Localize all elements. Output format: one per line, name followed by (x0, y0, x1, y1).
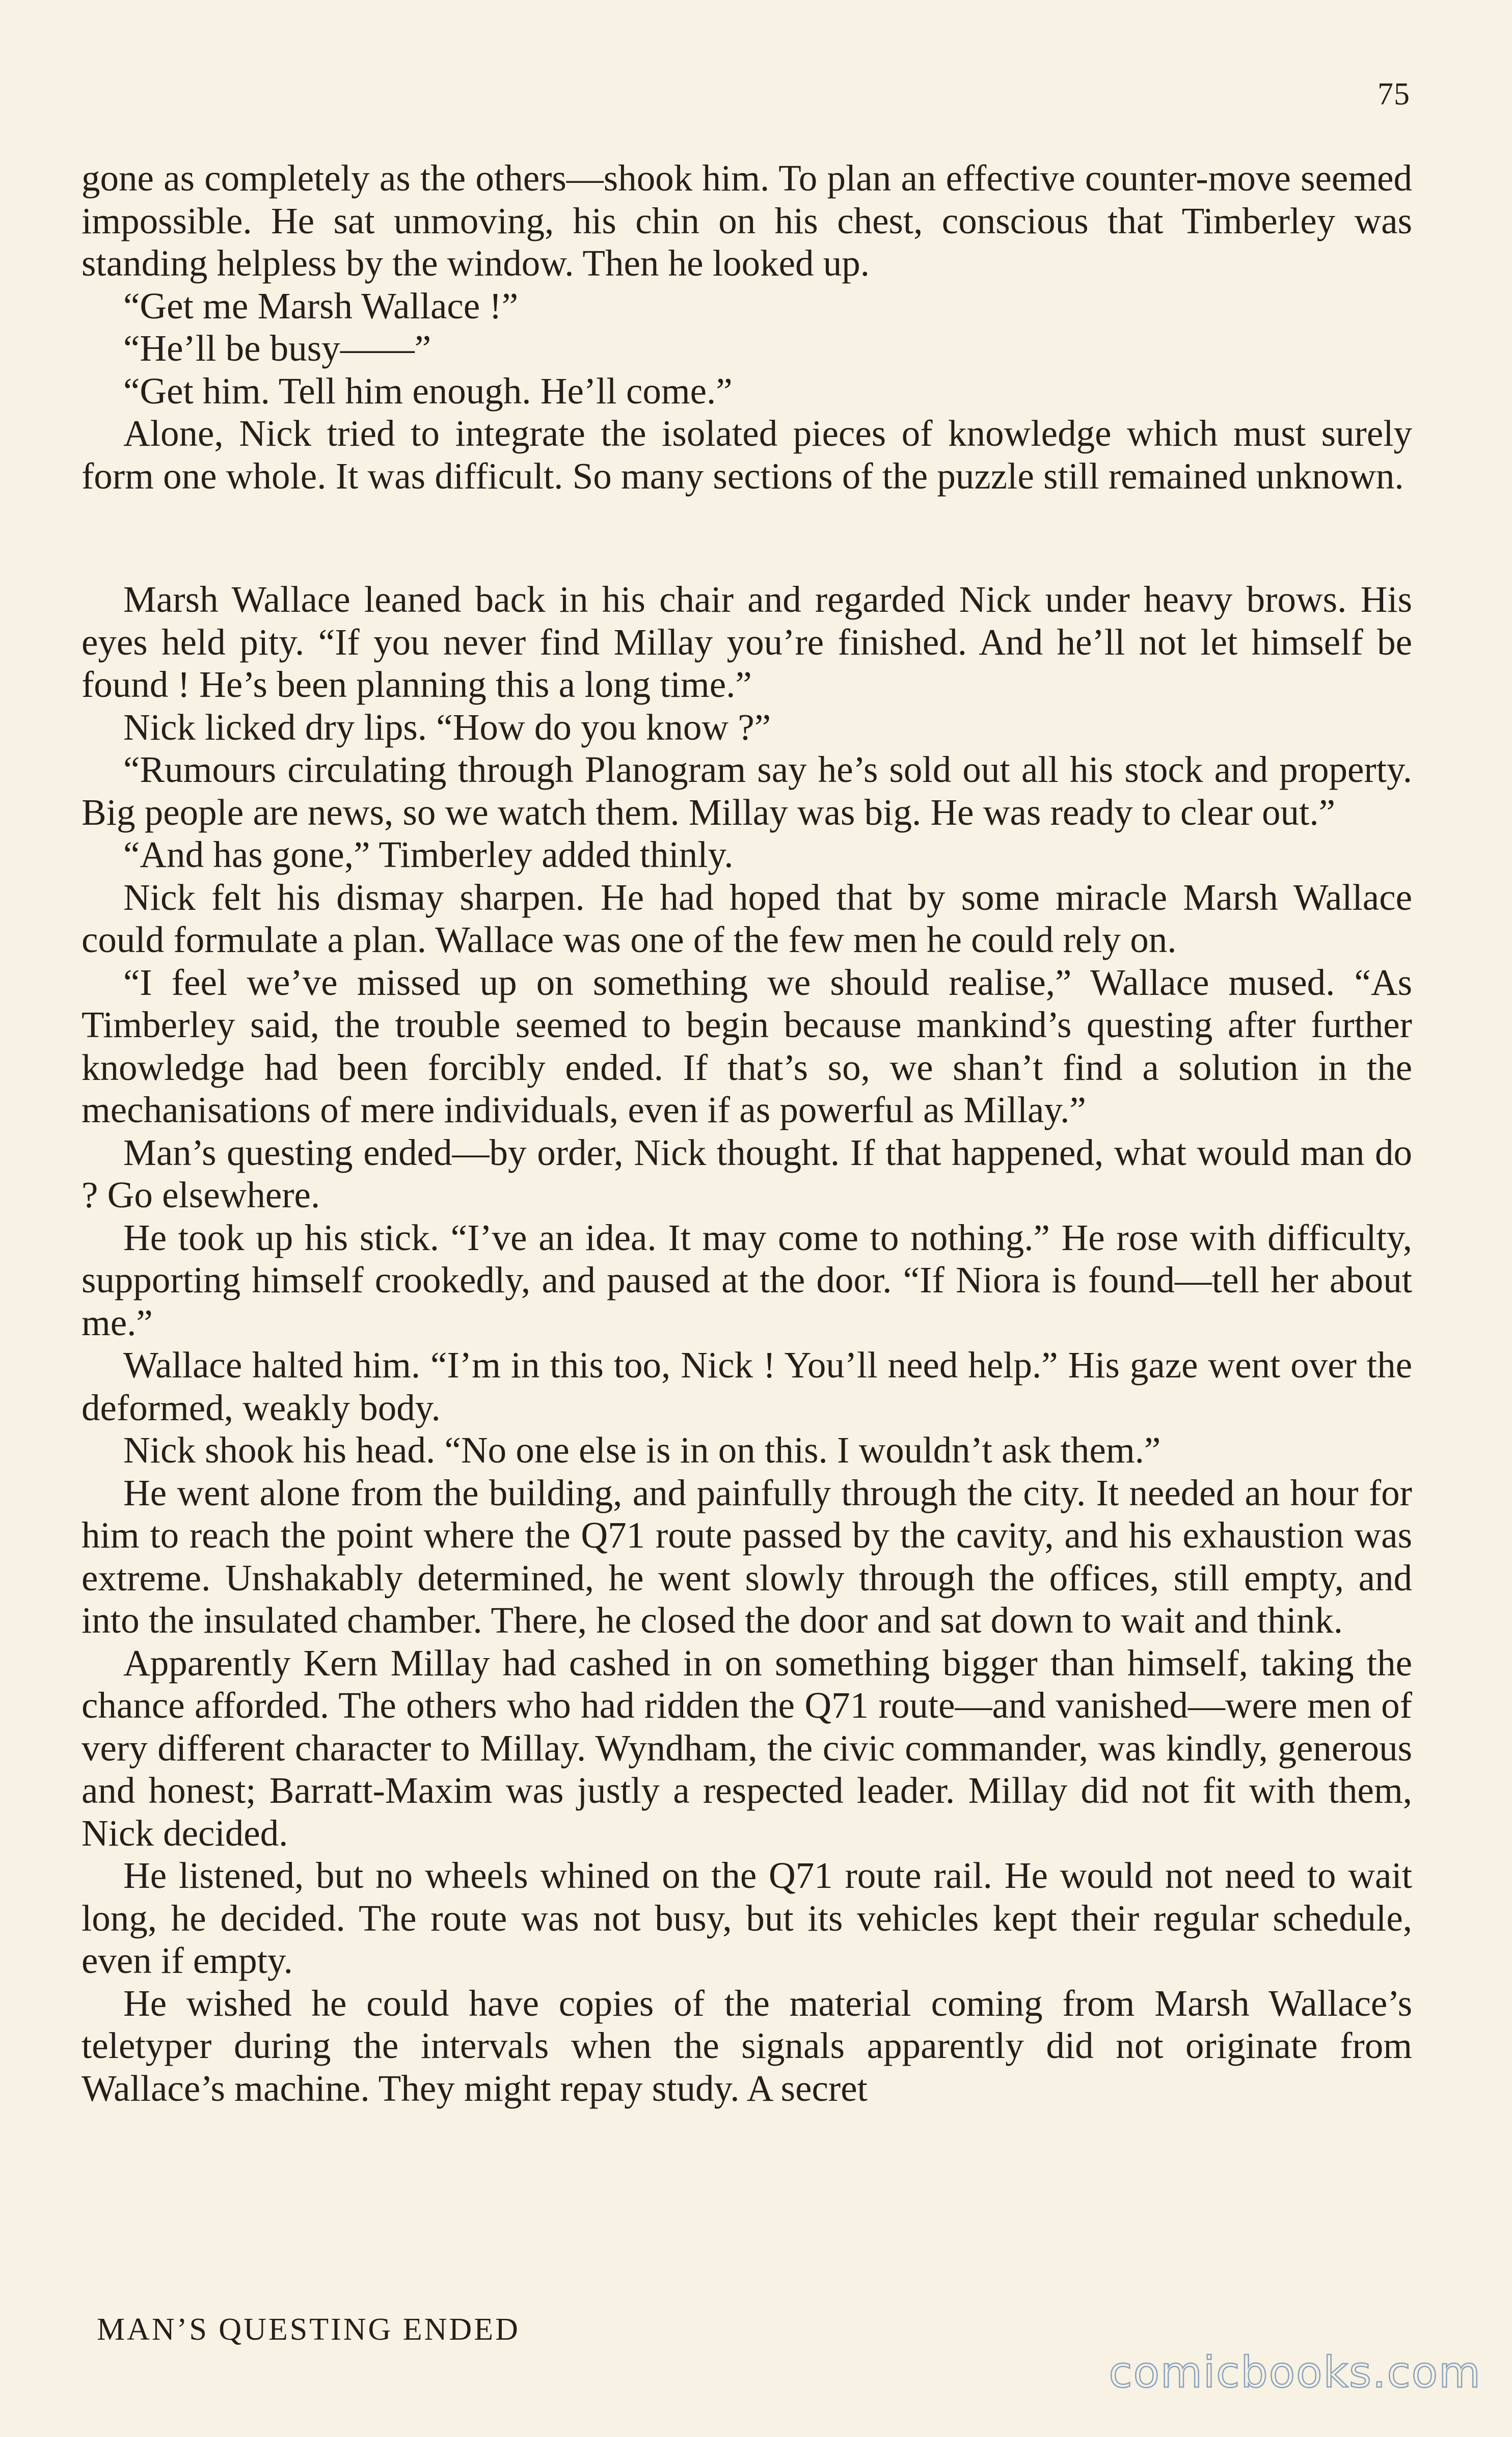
paragraph: “Get him. Tell him enough. He’ll come.” (123, 370, 733, 412)
watermark-text: comicbooks.com (1109, 2347, 1481, 2397)
text-block-main (82, 578, 1412, 2109)
paragraph: “He’ll be busy——” (123, 328, 431, 369)
paragraph: Nick felt his dismay sharpen. He had hoped that by some miracle Marsh Wallace could formulate a plan. Wallace was one of the few men he could rely on. (82, 876, 1412, 960)
paragraph: Marsh Wallace leaned back in his chair and regarded Nick under heavy brows. His eyes held pity. “If you never find Millay you’re finished. And he’ll not let himself be found ! He’s been planning this a long time.” (82, 579, 1412, 705)
paragraph: He took up his stick. “I’ve an idea. It may come to nothing.” He rose with difficulty, supporting himself crookedly, and paused at the door. “If Niora is found—tell her about me.” (82, 1216, 1412, 1343)
paragraph: He went alone from the building, and painfully through the city. It needed an hour for him to reach the point where the Q71 route passed by the cavity, and his exhaustion was extreme. Unshakably determined, he went slowly through the offices, still empty, and into the insulated chamber. There, he closed the door and sat down to wait and think. (82, 1472, 1412, 1641)
text-block-opening (82, 157, 1412, 497)
paragraph: “Rumours circulating through Planogram say he’s sold out all his stock and property. Big people are news, so we watch them. Millay was big. He was ready to clear out.” (82, 749, 1412, 833)
paragraph: He wished he could have copies of the material coming from Marsh Wallace’s teletyper during the intervals when the signals apparently did not originate from Wallace’s machine. They might repay study. A secret (82, 1982, 1412, 2109)
paragraph: “Get me Marsh Wallace !” (123, 285, 519, 327)
paragraph: Man’s questing ended—by order, Nick thought. If that happened, what would man do ? Go elsewhere. (82, 1131, 1412, 1215)
running-footer-title: MAN’S QUESTING ENDED (97, 2312, 520, 2347)
page-number: 75 (1378, 77, 1410, 112)
paragraph: He listened, but no wheels whined on the Q71 route rail. He would not need to wait long, he decided. The route was not busy, but its vehicles kept their regular schedule, even if empty. (82, 1855, 1412, 1981)
paragraph: “And has gone,” Timberley added thinly. (123, 834, 734, 875)
paragraph: Alone, Nick tried to integrate the isolated pieces of knowledge which must surely form one whole. It was difficult. So many sections of the puzzle still remained unknown. (82, 413, 1412, 497)
paragraph: Nick shook his head. “No one else is in on this. I wouldn’t ask them.” (123, 1429, 1161, 1471)
paragraph-continued: gone as completely as the others—shook him. To plan an effective counter-move seemed impossible. He sat unmoving, his chin on his chest, conscious that Timberley was standing helpless by the window. Then he looked up. (82, 157, 1412, 284)
paragraph: “I feel we’ve missed up on something we should realise,” Wallace mused. “As Timberley said, the trouble seemed to begin because mankind’s questing after further knowledge had been forcibly ended. If that’s so, we shan’t find a solution in the mechanisations of mere individuals, even if as powerful as Millay.” (82, 961, 1412, 1130)
paragraph: Wallace halted him. “I’m in this too, Nick ! You’ll need help.” His gaze went over the deformed, weakly body. (82, 1344, 1412, 1428)
paragraph: Apparently Kern Millay had cashed in on something bigger than himself, taking the chance afforded. The others who had ridden the Q71 route—and vanished—were men of very different character to Millay. Wyndham, the civic commander, was kindly, generous and honest; Barratt-Maxim was justly a respected leader. Millay did not fit with them, Nick decided. (82, 1642, 1412, 1854)
paragraph: Nick licked dry lips. “How do you know ?” (123, 706, 771, 748)
